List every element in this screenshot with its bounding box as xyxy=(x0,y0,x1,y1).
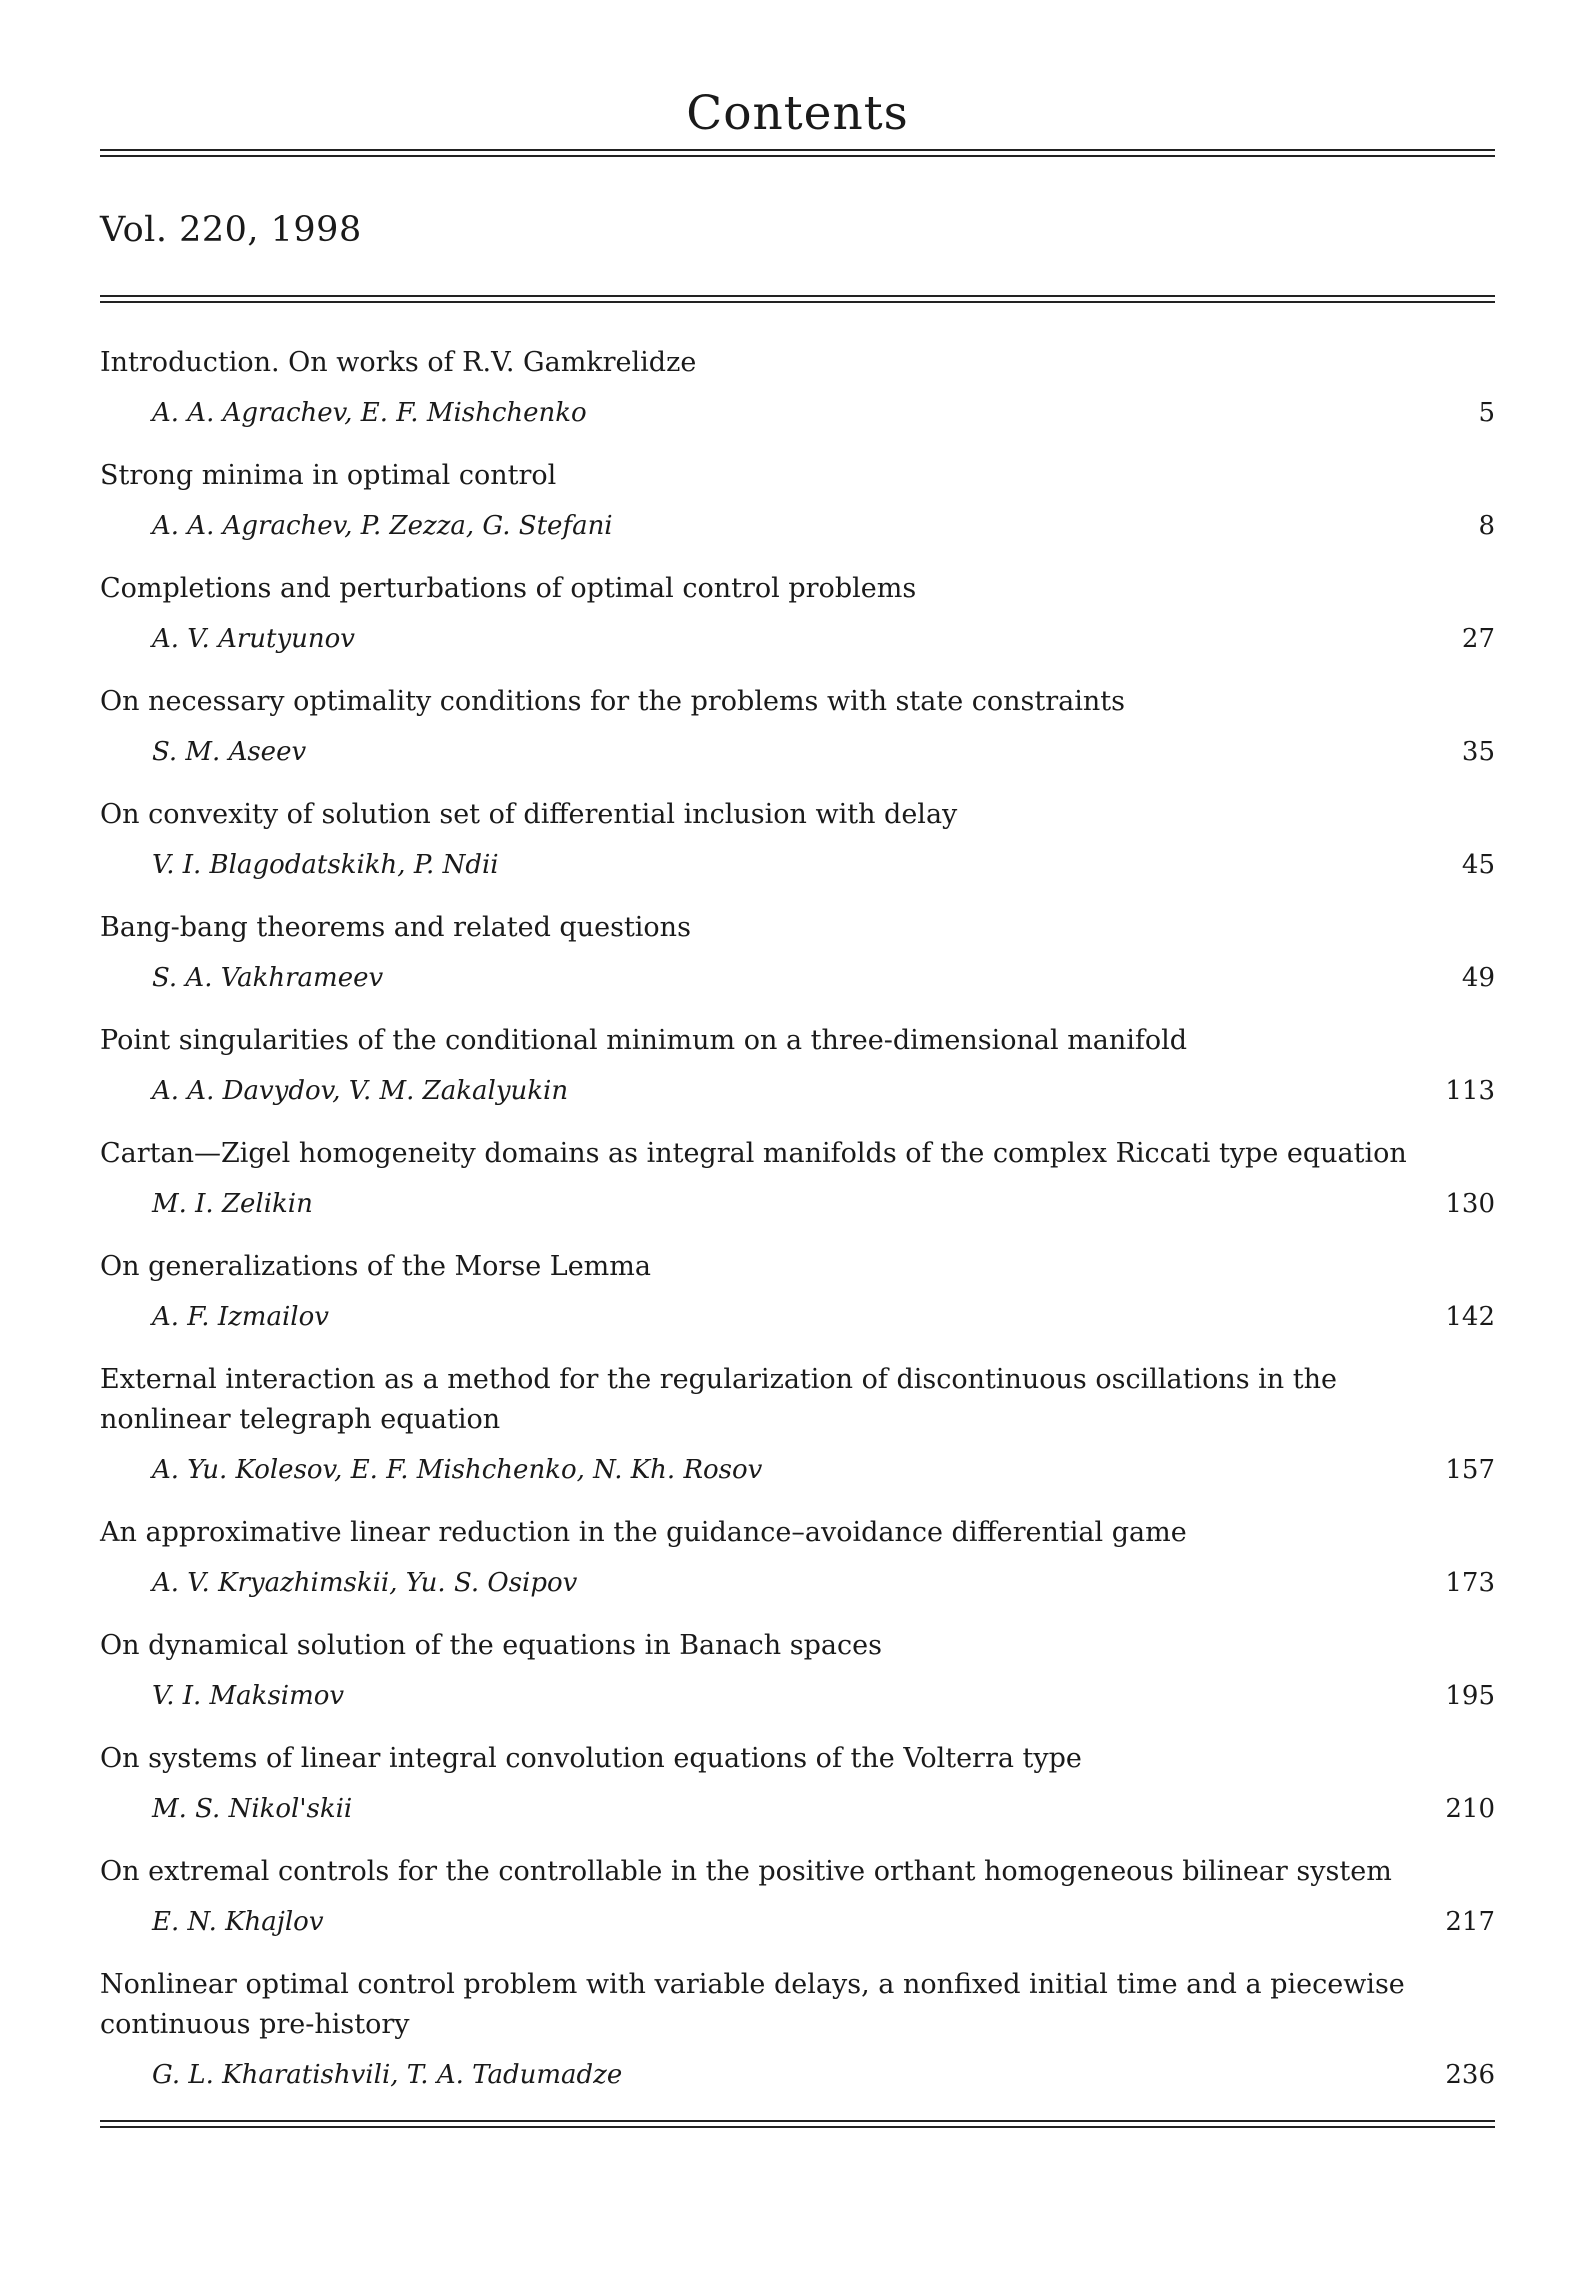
entry-page: 35 xyxy=(1461,737,1495,767)
entry-page: 130 xyxy=(1445,1189,1495,1219)
toc-entry[interactable] xyxy=(100,1134,1495,1224)
entry-title: Strong minima in optimal control xyxy=(100,460,557,491)
entry-title: Cartan—Zigel homogeneity domains as integral manifolds of the complex Riccati type equation xyxy=(100,1138,1407,1169)
entry-authors: M. S. Nikol'skii xyxy=(152,1794,353,1824)
entry-page: 49 xyxy=(1461,963,1495,993)
toc-entry[interactable] xyxy=(100,1965,1495,2095)
entry-page: 113 xyxy=(1445,1076,1495,1106)
title-divider xyxy=(100,149,1495,157)
entry-authors: V. I. Blagodatskikh, P. Ndii xyxy=(152,850,499,880)
entry-title: Nonlinear optimal control problem with variable delays, a nonfixed initial time and a piecewise continuous pre-history xyxy=(100,1969,1405,2040)
entry-title: Point singularities of the conditional minimum on a three-dimensional manifold xyxy=(100,1025,1188,1056)
entry-page: 210 xyxy=(1445,1794,1495,1824)
entry-authors: G. L. Kharatishvili, T. A. Tadumadze xyxy=(152,2060,623,2090)
entry-title: On necessary optimality conditions for the problems with state constraints xyxy=(100,686,1125,717)
entry-title: External interaction as a method for the regularization of discontinuous oscillations in the nonlinear telegraph equation xyxy=(100,1364,1337,1435)
entry-authors: A. A. Agrachev, E. F. Mishchenko xyxy=(152,398,587,428)
toc-entry[interactable] xyxy=(100,569,1495,659)
entry-page: 157 xyxy=(1445,1455,1495,1485)
toc-entry[interactable] xyxy=(100,1852,1495,1942)
entry-page: 217 xyxy=(1445,1907,1495,1937)
entry-title: An approximative linear reduction in the guidance–avoidance differential game xyxy=(100,1517,1187,1548)
entry-page: 8 xyxy=(1478,511,1495,541)
entry-title: On generalizations of the Morse Lemma xyxy=(100,1251,651,1282)
entry-authors: A. V. Arutyunov xyxy=(152,624,355,654)
toc-entry[interactable] xyxy=(100,908,1495,998)
entry-title: On systems of linear integral convolution equations of the Volterra type xyxy=(100,1743,1082,1774)
entry-page: 45 xyxy=(1461,850,1495,880)
entry-authors: M. I. Zelikin xyxy=(152,1189,313,1219)
entry-title: Introduction. On works of R.V. Gamkrelidze xyxy=(100,347,697,378)
toc-entry[interactable] xyxy=(100,682,1495,772)
entry-page: 142 xyxy=(1445,1302,1495,1332)
entry-page: 5 xyxy=(1478,398,1495,428)
entry-page: 173 xyxy=(1445,1568,1495,1598)
entry-authors: A. A. Davydov, V. M. Zakalyukin xyxy=(152,1076,569,1106)
toc-entry[interactable] xyxy=(100,1626,1495,1716)
entry-authors: E. N. Khajlov xyxy=(152,1907,324,1937)
toc-entry[interactable] xyxy=(100,1360,1495,1490)
entry-title: On dynamical solution of the equations in Banach spaces xyxy=(100,1630,882,1661)
toc-entry[interactable] xyxy=(100,343,1495,433)
entry-page: 236 xyxy=(1445,2060,1495,2090)
entry-title: Bang-bang theorems and related questions xyxy=(100,912,691,943)
toc-list xyxy=(100,343,1495,2095)
bottom-divider xyxy=(100,2120,1495,2128)
entry-authors: A. Yu. Kolesov, E. F. Mishchenko, N. Kh. Rosov xyxy=(152,1455,763,1485)
entry-page: 195 xyxy=(1445,1681,1495,1711)
toc-entry[interactable] xyxy=(100,1739,1495,1829)
entry-title: Completions and perturbations of optimal control problems xyxy=(100,573,917,604)
entry-authors: A. F. Izmailov xyxy=(152,1302,329,1332)
entry-title: On convexity of solution set of differential inclusion with delay xyxy=(100,799,958,830)
entry-authors: S. M. Aseev xyxy=(152,737,307,767)
toc-entry[interactable] xyxy=(100,795,1495,885)
entry-authors: S. A. Vakhrameev xyxy=(152,963,384,993)
toc-entry[interactable] xyxy=(100,1247,1495,1337)
toc-entry[interactable] xyxy=(100,456,1495,546)
entry-page: 27 xyxy=(1461,624,1495,654)
entry-authors: A. A. Agrachev, P. Zezza, G. Stefani xyxy=(152,511,613,541)
toc-entry[interactable] xyxy=(100,1513,1495,1603)
entry-authors: V. I. Maksimov xyxy=(152,1681,345,1711)
toc-entry[interactable] xyxy=(100,1021,1495,1111)
volume-label: Vol. 220, 1998 xyxy=(100,210,362,250)
page-title: Contents xyxy=(686,86,909,141)
entry-title: On extremal controls for the controllable in the positive orthant homogeneous bilinear system xyxy=(100,1856,1392,1887)
volume-divider xyxy=(100,295,1495,303)
contents-page xyxy=(100,0,1495,2128)
entry-authors: A. V. Kryazhimskii, Yu. S. Osipov xyxy=(152,1568,578,1598)
